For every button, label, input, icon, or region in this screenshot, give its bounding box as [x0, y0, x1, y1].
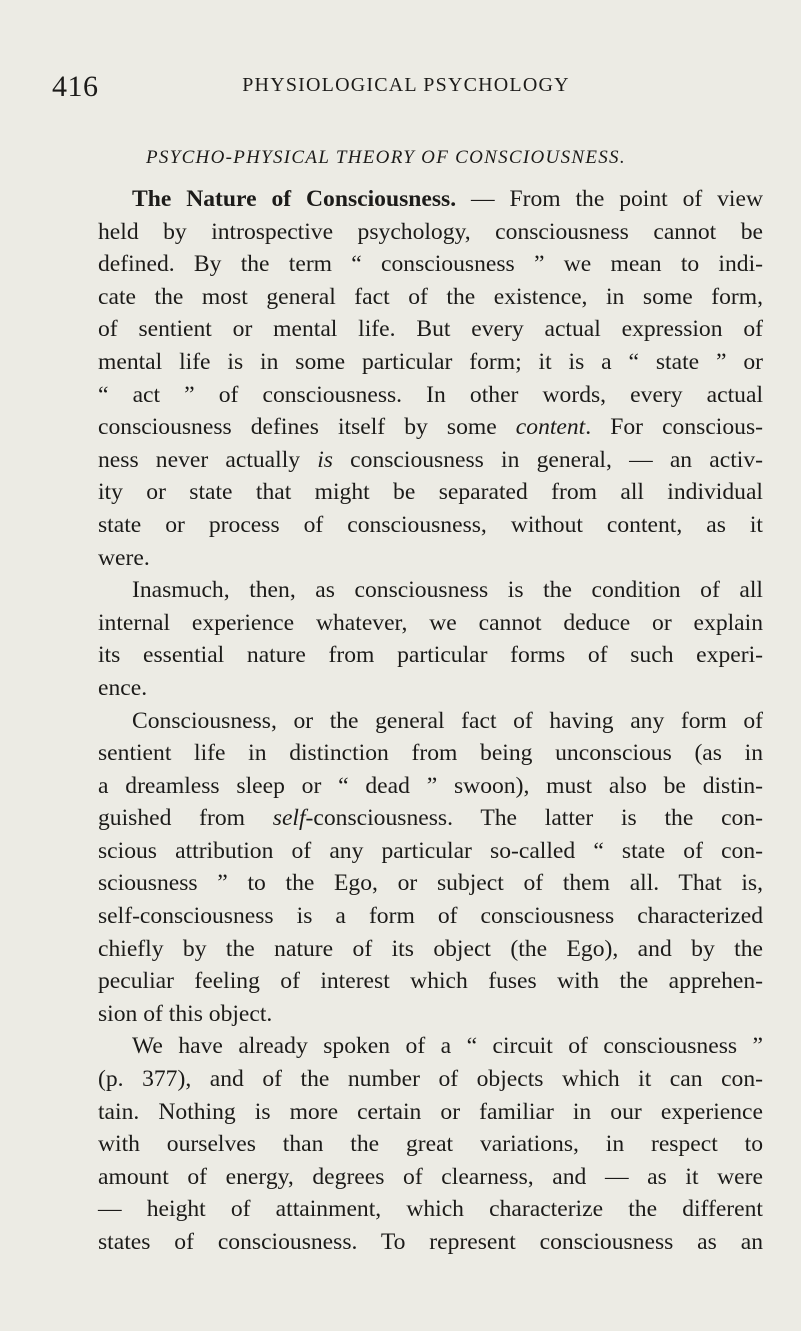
text-line: We have already spoken of a “ circuit of consciousness ”	[132, 1033, 763, 1060]
text-line: its essential nature from particular forms of such experi-	[98, 642, 763, 669]
text-line: cate the most general fact of the existence, in some form,	[98, 283, 763, 310]
text-line: internal experience whatever, we cannot deduce or explain	[98, 609, 763, 636]
text-line: ness never actually is consciousness in general, — an activ-	[98, 446, 763, 473]
text-line: held by introspective psychology, consciousness cannot be	[98, 218, 763, 245]
text-line: self-consciousness is a form of consciousness characterized	[98, 903, 763, 930]
text-line: amount of energy, degrees of clearness, and — as it were	[98, 1163, 763, 1190]
text-line: states of consciousness. To represent consciousness as an	[98, 1229, 763, 1255]
text-line: with ourselves than the great variations, in respect to	[98, 1131, 763, 1158]
text-line: were.	[98, 544, 150, 571]
text-line: guished from self-consciousness. The latter is the con-	[98, 805, 763, 832]
text-line: defined. By the term “ consciousness ” we mean to indi-	[98, 251, 763, 278]
text-line: sciousness ” to the Ego, or subject of them all. That is,	[98, 870, 763, 897]
text-line: The Nature of Consciousness. — From the point of view	[132, 186, 763, 212]
running-title: PHYSIOLOGICAL PSYCHOLOGY	[242, 74, 570, 96]
emphasis: self	[272, 805, 306, 832]
text-line: — height of attainment, which characterize the different	[98, 1196, 763, 1223]
text-line: sion of this object.	[98, 1000, 273, 1027]
text-line: “ act ” of consciousness. In other words, every actual	[98, 381, 763, 408]
text-line: Consciousness, or the general fact of having any form of	[132, 707, 763, 734]
text-line: scious attribution of any particular so-called “ state of con-	[98, 837, 763, 864]
emphasis: content	[515, 414, 586, 441]
run-in-heading: The Nature of Consciousness.	[132, 186, 457, 212]
text-line: Inasmuch, then, as consciousness is the condition of all	[132, 577, 763, 604]
text-line: a dreamless sleep or “ dead ” swoon), must also be distin-	[98, 772, 763, 799]
text-line: peculiar feeling of interest which fuses with the apprehen-	[98, 968, 763, 995]
text-line: tain. Nothing is more certain or familiar in our experience	[98, 1098, 763, 1125]
text-line: ity or state that might be separated from all individual	[98, 479, 763, 506]
text-line: (p. 377), and of the number of objects which it can con-	[98, 1066, 763, 1093]
section-heading: PSYCHO-PHYSICAL THEORY OF CONSCIOUSNESS.	[146, 147, 626, 168]
text-line: of sentient or mental life. But every actual expression of	[98, 316, 763, 343]
text-line: state or process of consciousness, without content, as it	[98, 511, 763, 538]
text-line: consciousness defines itself by some content. For conscious-	[98, 414, 763, 441]
text-line: sentient life in distinction from being unconscious (as in	[98, 740, 763, 767]
emphasis: is	[317, 446, 333, 473]
page-number: 416	[52, 70, 99, 103]
text-line: chiefly by the nature of its object (the Ego), and by the	[98, 935, 763, 962]
text-line: mental life is in some particular form; it is a “ state ” or	[98, 348, 763, 375]
body-text	[98, 183, 763, 1259]
text-line: ence.	[98, 674, 148, 701]
running-head	[50, 70, 762, 110]
